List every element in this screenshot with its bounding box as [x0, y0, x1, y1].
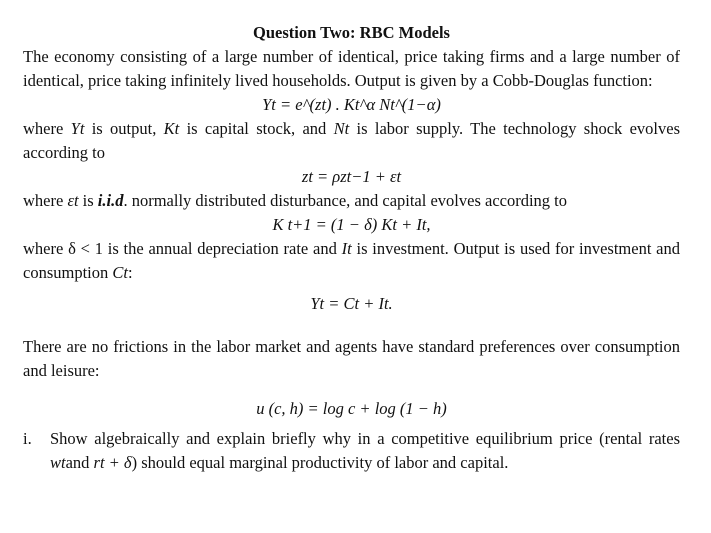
preferences-paragraph: There are no frictions in the labor market and agents have standard preferences over consumption and leisure:: [23, 337, 680, 380]
production-function-equation: Yt = e^(zt) . Kt^α Nt^(1−α): [262, 95, 441, 114]
labor-symbol: Nt: [333, 119, 350, 138]
text-fragment: is labor supply. The technology shock evolves according to: [23, 119, 680, 162]
text-fragment: where: [23, 191, 68, 210]
question-title: Question Two: RBC Models: [253, 23, 450, 42]
question-item-i: [23, 427, 680, 475]
investment-symbol: It: [341, 239, 352, 258]
document-page: [0, 21, 711, 533]
text-fragment: :: [127, 263, 133, 282]
text-fragment: . normally distributed disturbance, and capital evolves according to: [123, 191, 568, 210]
text-fragment: is: [78, 191, 98, 210]
text-fragment: where: [23, 119, 71, 138]
text-fragment: and: [65, 453, 94, 472]
depreciation-paragraph: [23, 237, 680, 285]
consumption-symbol: Ct: [112, 263, 128, 282]
utility-function-equation: u (c, h) = log c + log (1 − h): [256, 399, 447, 418]
text-fragment: is investment. Output is used for investment and consumption: [23, 239, 681, 282]
shock-paragraph: [23, 189, 680, 213]
iid-term: i.i.d: [97, 191, 124, 210]
resource-constraint-equation: Yt = Ct + It.: [310, 294, 393, 313]
intro-paragraph: The economy consisting of a large number of identical, price taking firms and a large number of identical, price taking infinitely lived households. Output is given by a Cobb-Douglas function:: [23, 47, 680, 90]
text-fragment: is capital stock, and: [179, 119, 334, 138]
text-fragment: is output,: [84, 119, 164, 138]
text-fragment: where δ < 1 is the annual depreciation rate and: [23, 239, 342, 258]
output-symbol: Yt: [70, 119, 85, 138]
text-fragment: ) should equal marginal productivity of labor and capital.: [131, 453, 509, 472]
text-fragment: Show algebraically and explain briefly why in a competitive equilibrium price (rental rates: [50, 429, 680, 448]
question-item-text: [50, 427, 680, 475]
list-marker: i.: [23, 429, 32, 448]
variables-paragraph: [23, 117, 680, 165]
rental-rate-symbol: rt + δ: [93, 453, 132, 472]
capital-symbol: Kt: [163, 119, 180, 138]
technology-shock-equation: zt = ρzt−1 + εt: [301, 167, 402, 186]
wage-symbol: wt: [50, 453, 66, 472]
epsilon-symbol: εt: [67, 191, 79, 210]
capital-accumulation-equation: K t+1 = (1 − δ) Kt + It,: [272, 215, 431, 234]
